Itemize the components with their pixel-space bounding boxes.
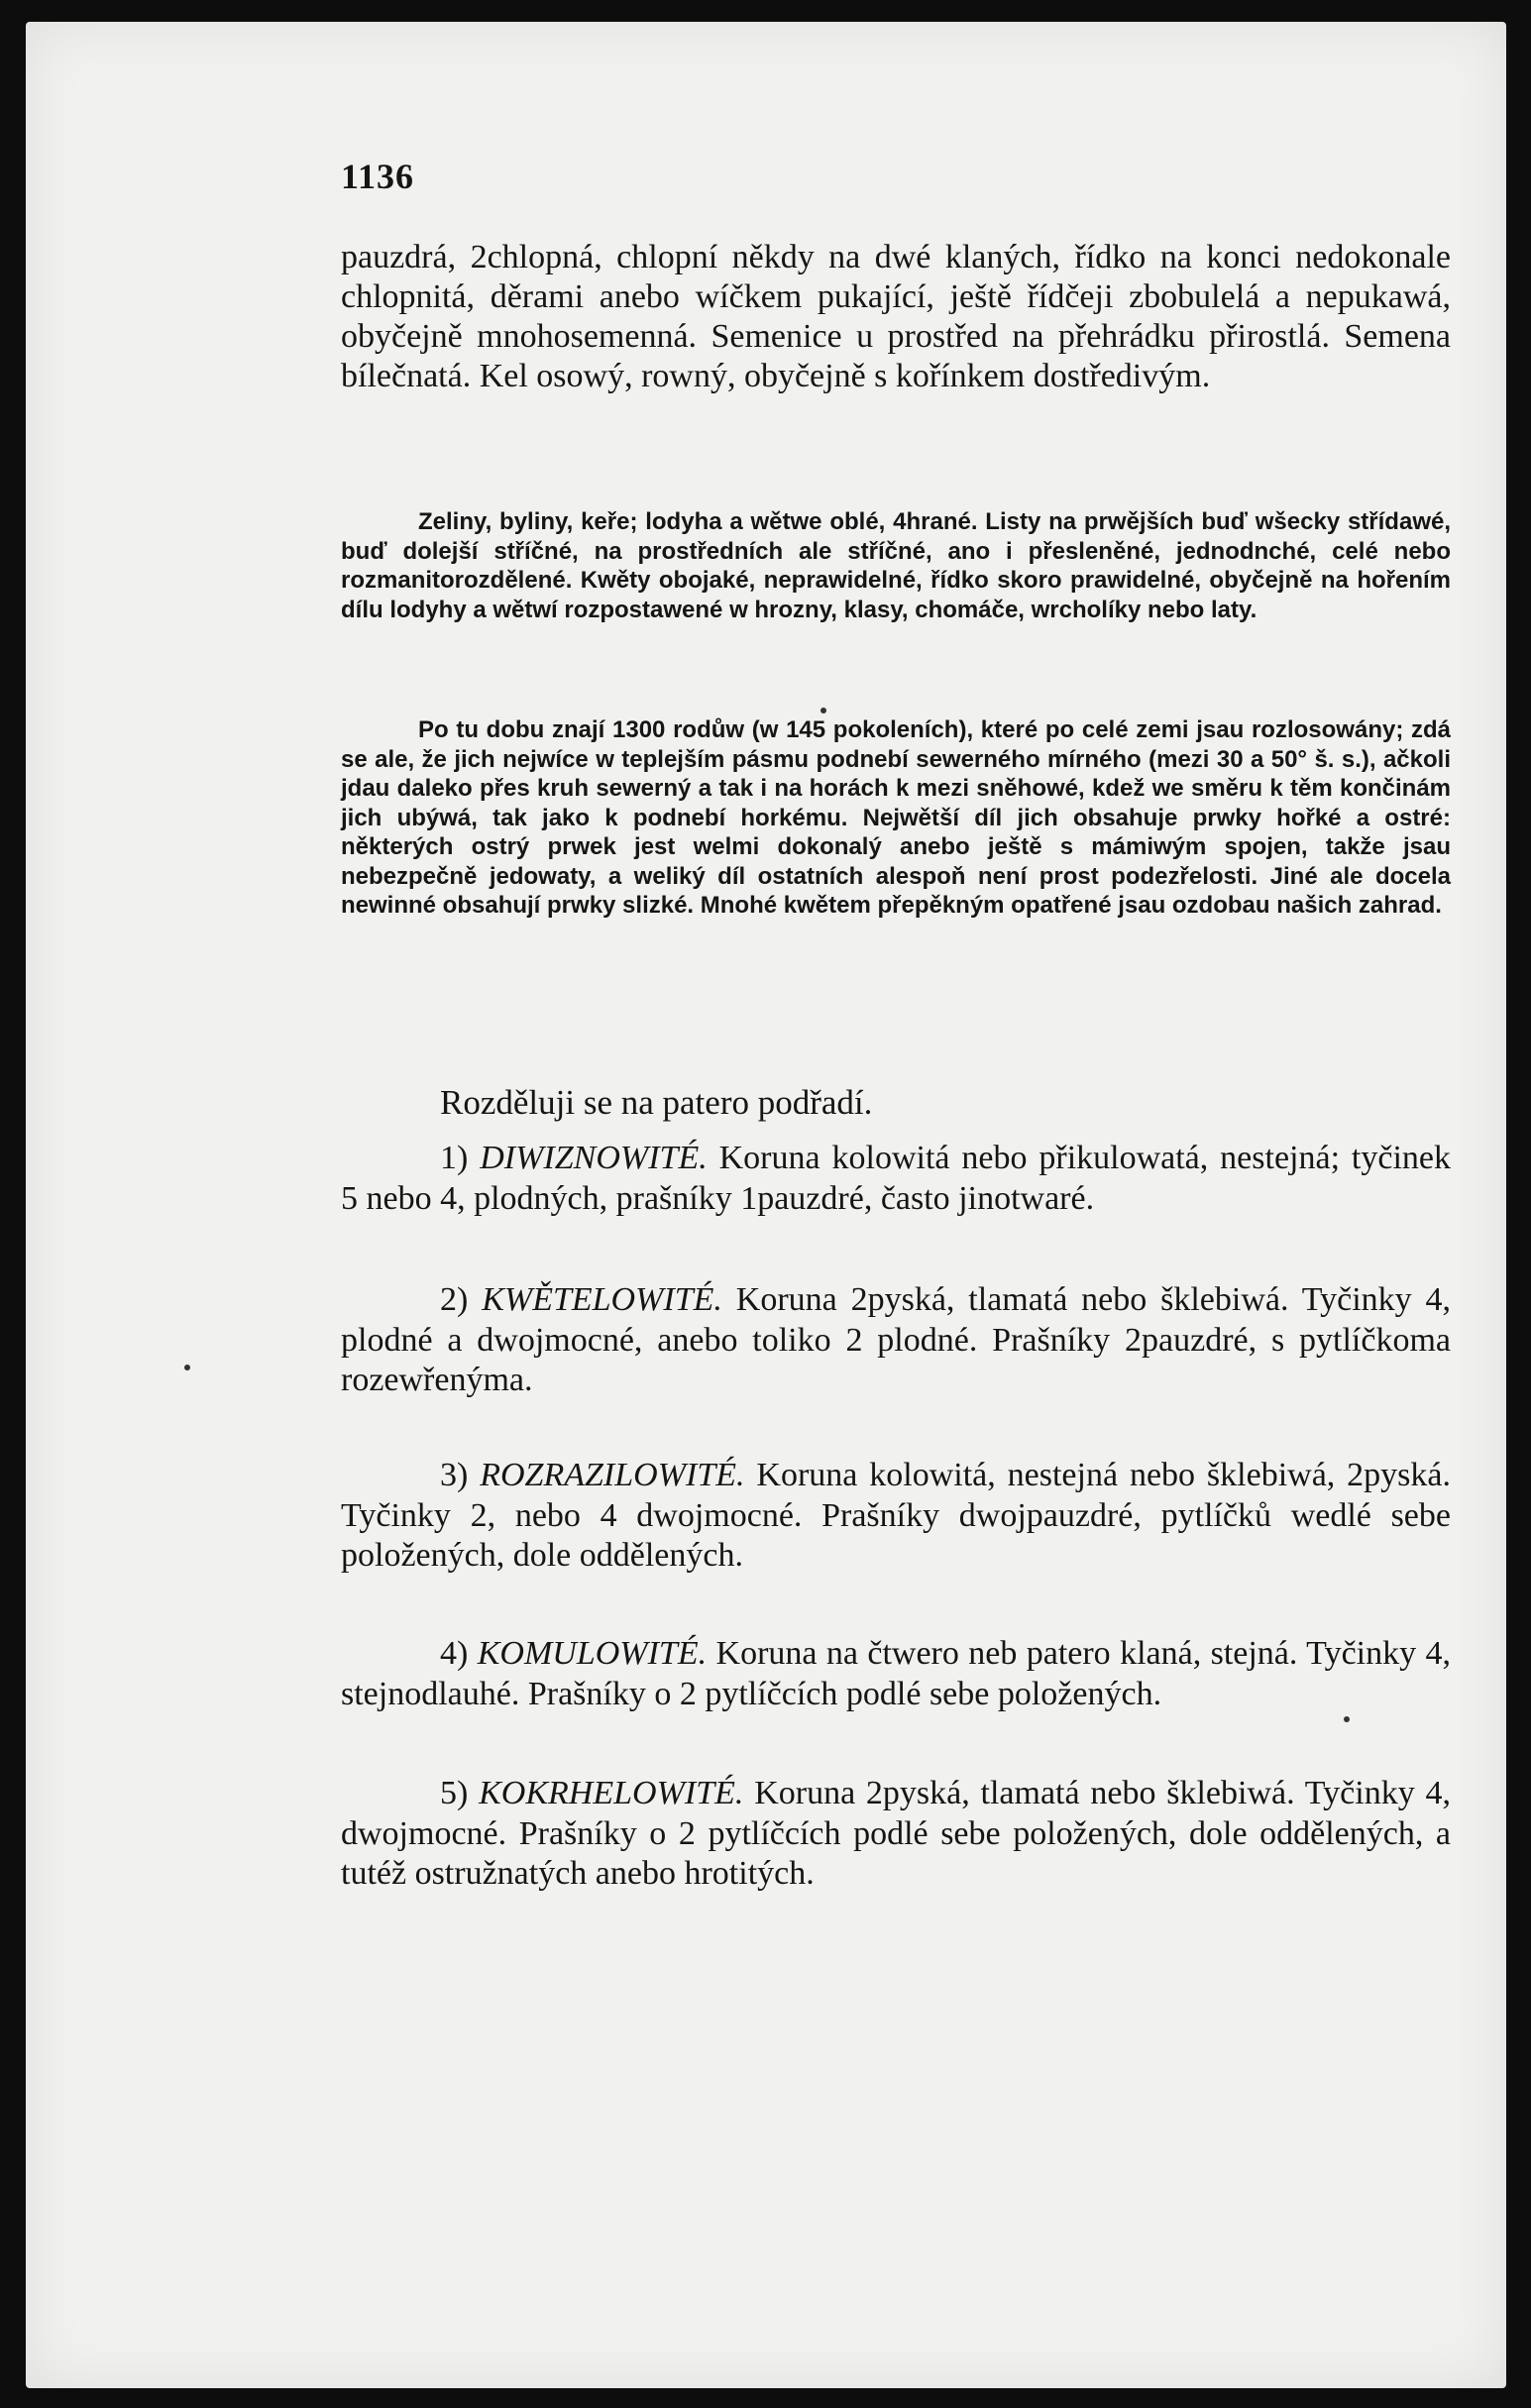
order-entry	[341, 1634, 1451, 1714]
divisions-heading: Rozděluji se na patero podřadí.	[440, 1083, 873, 1122]
order-description: Koruna 2pyská, tlamatá nebo šklebiwá. Tyčinky 4, dwojmocné. Prašníky o 2 pytlíčcích podlé sebe položených, dole oddělených, a tutéž ostružnatých anebo hrotitých.	[341, 1775, 1451, 1892]
order-number: 1)	[440, 1140, 469, 1176]
order-description: Koruna na čtwero neb patero klaná, stejná. Tyčinky 4, stejnodlauhé. Prašníky o 2 pytlíčcích podlé sebe položených.	[341, 1635, 1451, 1712]
order-number: 2)	[440, 1281, 469, 1318]
order-entry	[341, 1774, 1451, 1895]
order-name: KOKRHELOWITÉ.	[479, 1775, 744, 1811]
ink-speck	[1344, 1716, 1350, 1722]
order-description: Koruna 2pyská, tlamatá nebo šklebiwá. Tyčinky 4, plodné a dwojmocné, anebo toliko 2 plodné. Prašníky 2pauzdré, s pytlíčkoma rozewřenýma.	[341, 1281, 1451, 1398]
order-number: 4)	[440, 1635, 469, 1672]
intro-paragraph: pauzdrá, 2chlopná, chlopní někdy na dwé klaných, řídko na konci nedokonale chlopnitá, děrami anebo wíčkem pukající, ještě řídčeji zbobulelá a nepukawá, obyčejně mnohosemenná. Semenice u prostřed na přehrádku přirostlá. Semena bílečnatá. Kel osowý, rowný, obyčejně s kořínkem dostředivým.	[341, 239, 1451, 394]
page-number: 1136	[341, 157, 415, 196]
order-entry	[341, 1280, 1451, 1401]
order-name: KWĚTELOWITÉ.	[482, 1281, 722, 1318]
description-paragraph: Zeliny, byliny, keře; lodyha a wětwe oblé, 4hrané. Listy na prwějších buď wšecky střídawé, buď dolejší stříčné, na prostředních ale stříčné, ano i přesleněné, jednodnché, celé nebo rozmanitorozdělené. Kwěty obojaké, neprawidelné, řídko skoro prawidelné, obyčejně na hořením dílu lodyhy a wětwí rozpostawené w hrozny, klasy, chomáče, wrcholíky nebo laty.	[341, 508, 1451, 623]
order-entry	[341, 1139, 1451, 1219]
order-name: DIWIZNOWITÉ.	[480, 1140, 708, 1176]
order-name: KOMULOWITÉ.	[477, 1635, 708, 1672]
order-number: 3)	[440, 1457, 469, 1493]
ink-speck	[184, 1365, 190, 1370]
order-description: Koruna kolowitá, nestejná nebo šklebiwá, 2pyská. Tyčinky 2, nebo 4 dwojmocné. Prašníky dwojpauzdré, pytlíčků wedlé sebe položených, dole oddělených.	[341, 1457, 1452, 1574]
order-entry	[341, 1456, 1451, 1577]
ink-speck	[820, 708, 826, 713]
order-number: 5)	[440, 1775, 469, 1811]
distribution-paragraph: Po tu dobu znají 1300 rodůw (w 145 pokoleních), které po celé zemi jsau rozlosowány; zdá se ale, že jich nejwíce w teplejším pásmu podnebí sewerného mírného (mezi 30 a 50° š. s.), ačkoli jdau daleko přes kruh sewerný a tak i na horách k mezi sněhowé, kdež we směru k těm končinám jich ubýwá, tak jako k podnebí horkému. Nejwětší díl jich obsahuje prwky hořké a ostré: některých ostrý prwek jest welmi dokonalý anebo ještě s mámiwým spojen, takže jsau nebezpečně jedowaty, a weliký díl ostatních alespoň není prost podezřelosti. Jiné ale docela newinné obsahují prwky slizké. Mnohé kwětem přepěkným opatřené jsau ozdobau našich zahrad.	[341, 716, 1451, 919]
order-name: ROZRAZILOWITÉ.	[480, 1457, 745, 1493]
order-description: Koruna kolowitá nebo přikulowatá, nestejná; tyčinek 5 nebo 4, plodných, prašníky 1pauzdré, často jinotwaré.	[341, 1140, 1451, 1217]
book-page	[26, 22, 1506, 2388]
